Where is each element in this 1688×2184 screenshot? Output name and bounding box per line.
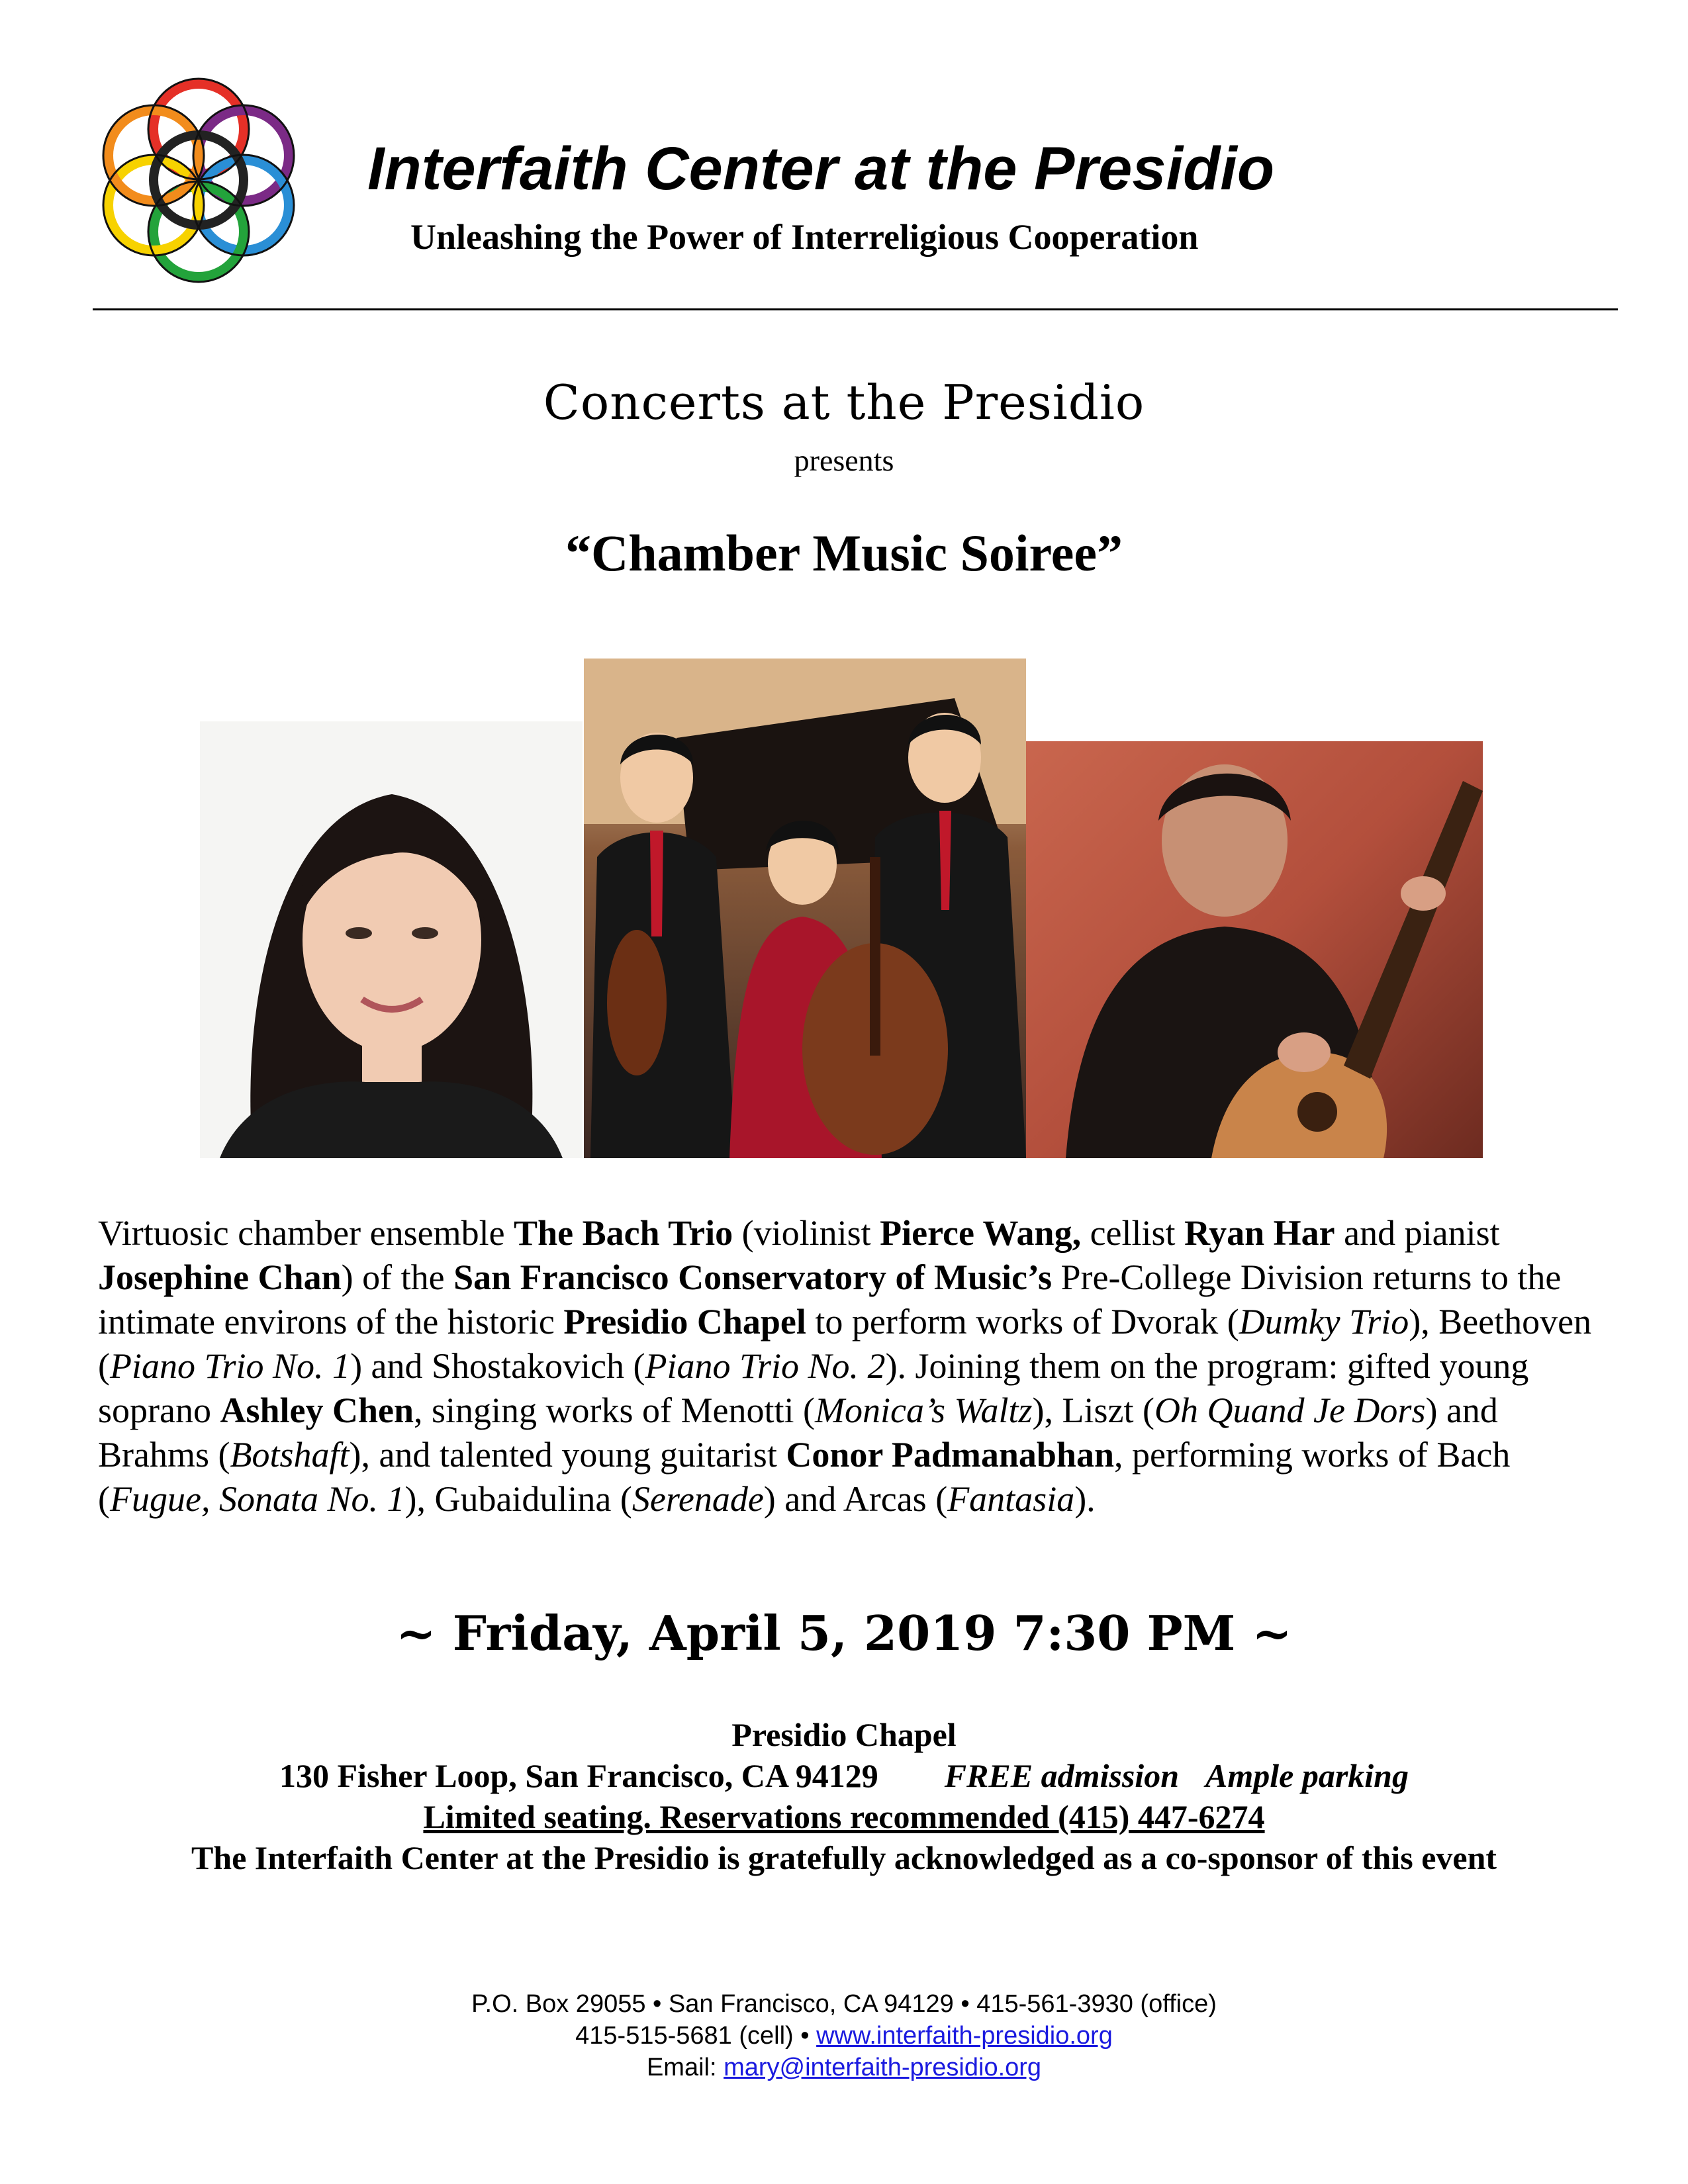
event-title: “Chamber Music Soiree” — [565, 524, 1123, 582]
email-link[interactable]: mary@interfaith-presidio.org — [724, 2054, 1042, 2081]
sponsor-acknowledgement: The Interfaith Center at the Presidio is gratefully acknowledged as a co-sponsor of this event — [191, 1839, 1497, 1876]
event-description: Virtuosic chamber ensemble The Bach Trio (violinist Pierce Wang, cellist Ryan Har and pianist Josephine Chan) of the San Francisco Conservatory of Music’s Pre-College Division returns to the intimate environs of the historic Presidio Chapel to perform works of Dvorak (Dumky Trio), Beethoven (Piano Trio No. 1) and Shostakovich (Piano Trio No. 2). Joining them on the program: gifted young soprano Ashley Chen, singing works of Menotti (Monica’s Waltz), Liszt (Oh Quand Je Dors) and Brahms (Botshaft), and talented young guitarist Conor Padmanabhan, performing works of Bach (Fugue, Sonata No. 1), Gubaidulina (Serenade) and Arcas (Fantasia). — [98, 1213, 1592, 1519]
cellist-name: Ryan Har — [1184, 1213, 1335, 1253]
footer-address: P.O. Box 29055 • San Francisco, CA 94129 • 415-561-3930 (office) — [471, 1990, 1217, 2018]
chapel-name: Presidio Chapel — [563, 1302, 806, 1342]
ensemble-name: The Bach Trio — [514, 1213, 733, 1253]
trio-photo — [584, 659, 1026, 1158]
interlocking-rings-logo — [99, 66, 298, 285]
guitarist-name: Conor Padmanabhan — [786, 1435, 1114, 1475]
concert-series-title: Concerts at the Presidio — [543, 375, 1145, 430]
conservatory-name: San Francisco Conservatory of Music’s — [453, 1257, 1052, 1297]
footer-email: Email: mary@interfaith-presidio.org — [646, 2054, 1042, 2081]
guitarist-photo — [1026, 741, 1483, 1158]
event-datetime: ~ Friday, April 5, 2019 7:30 PM ~ — [396, 1605, 1292, 1661]
reservations-info: Limited seating. Reservations recommended (415) 447-6274 — [423, 1798, 1265, 1835]
admission-info: FREE admission — [944, 1757, 1179, 1794]
footer-contact: 415-515-5681 (cell) • www.interfaith-presidio.org — [575, 2022, 1113, 2050]
tagline: Unleashing the Power of Interreligious Cooperation — [410, 217, 1199, 257]
venue-name: Presidio Chapel — [731, 1716, 957, 1753]
soprano-photo — [200, 721, 583, 1158]
venue-address: 130 Fisher Loop, San Francisco, CA 94129 — [279, 1757, 878, 1794]
header-divider — [93, 308, 1618, 310]
pianist-name: Josephine Chan — [98, 1257, 342, 1297]
website-link[interactable]: www.interfaith-presidio.org — [816, 2022, 1113, 2050]
soprano-name: Ashley Chen — [220, 1390, 414, 1430]
violinist-name: Pierce Wang, — [880, 1213, 1082, 1253]
org-name: Interfaith Center at the Presidio — [367, 135, 1275, 203]
parking-info: Ample parking — [1205, 1757, 1409, 1794]
venue-address-line — [0, 1755, 1688, 1796]
presents-label: presents — [794, 443, 894, 477]
